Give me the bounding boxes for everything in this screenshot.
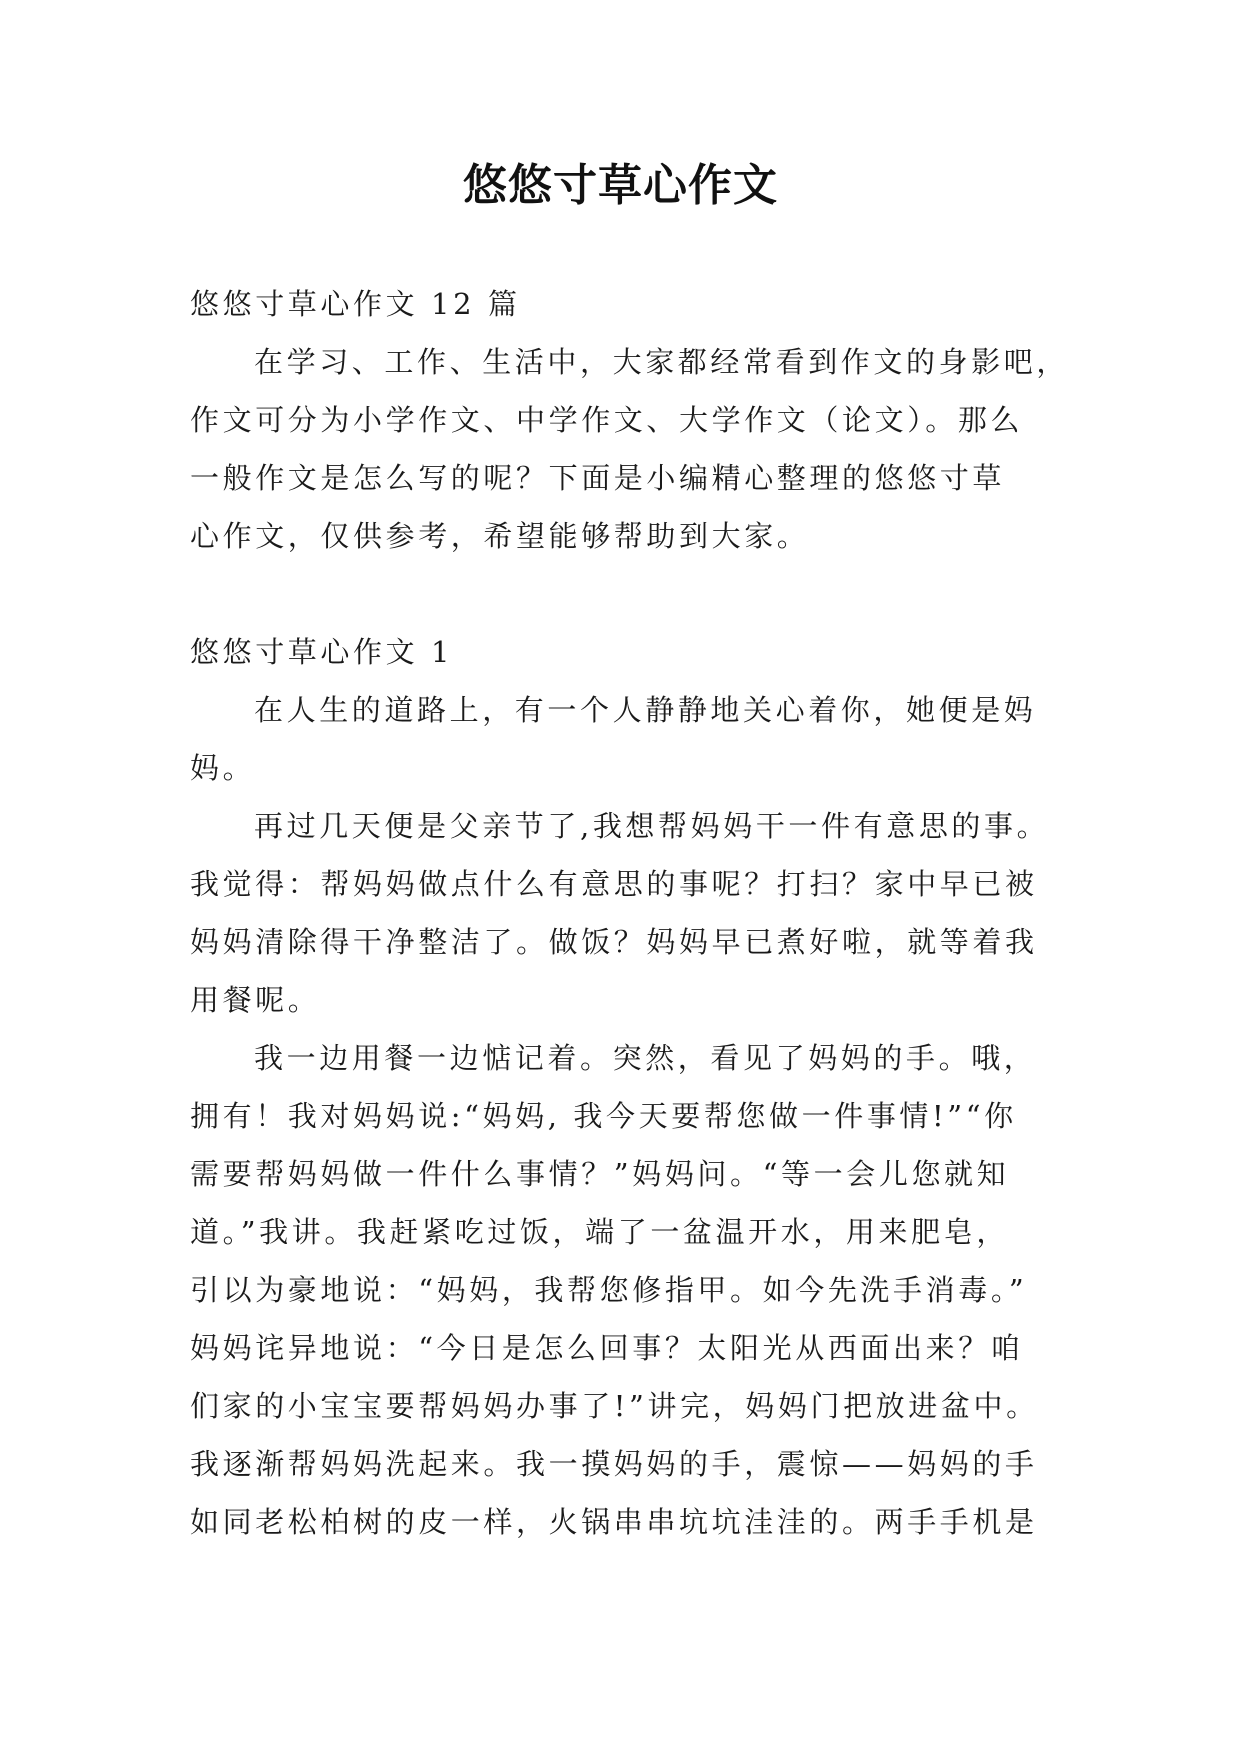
paragraph-line: 如同老松柏树的皮一样，火锅串串坑坑洼洼的。两手手机是 xyxy=(190,1505,1038,1539)
paragraph-line: 我逐渐帮妈妈洗起来。我一摸妈妈的手，震惊——妈妈的手 xyxy=(190,1447,1038,1481)
paragraph-line: 我觉得：帮妈妈做点什么有意思的事呢？打扫？家中早已被 xyxy=(190,867,1038,901)
intro-line: 心作文，仅供参考，希望能够帮助到大家。 xyxy=(190,519,810,553)
paragraph-line: 妈妈诧异地说：“今日是怎么回事？太阳光从西面出来？咱 xyxy=(190,1331,1024,1365)
paragraph-line: 妈妈清除得干净整洁了。做饭？妈妈早已煮好啦，就等着我 xyxy=(190,925,1038,959)
paragraph-line: 道。”我讲。我赶紧吃过饭，端了一盆温开水，用来肥皂， xyxy=(190,1215,1009,1249)
paragraph-line: 引以为豪地说：“妈妈，我帮您修指甲。如今先洗手消毒。” xyxy=(190,1273,1028,1307)
section-heading: 悠悠寸草心作文 1 xyxy=(190,635,454,669)
document-title: 悠悠寸草心作文 xyxy=(463,160,778,211)
paragraph-line: 拥有！我对妈妈说:“妈妈, 我今天要帮您做一件事情!”“你 xyxy=(190,1099,1017,1133)
paragraph-line: 再过几天便是父亲节了,我想帮妈妈干一件有意思的事。 xyxy=(254,809,1050,843)
intro-line: 一般作文是怎么写的呢？下面是小编精心整理的悠悠寸草 xyxy=(190,461,1006,495)
intro-line: 在学习、工作、生活中，大家都经常看到作文的身影吧， xyxy=(254,345,1070,379)
paragraph-line: 们家的小宝宝要帮妈妈办事了!”讲完，妈妈门把放进盆中。 xyxy=(190,1389,1039,1423)
collection-heading: 悠悠寸草心作文 12 篇 xyxy=(190,287,521,321)
intro-line: 作文可分为小学作文、中学作文、大学作文（论文）。那么 xyxy=(190,403,1024,437)
paragraph-line: 需要帮妈妈做一件什么事情？”妈妈问。“等一会儿您就知 xyxy=(190,1157,1010,1191)
paragraph-line: 妈。 xyxy=(190,751,256,785)
paragraph-line: 我一边用餐一边惦记着。突然，看见了妈妈的手。哦， xyxy=(254,1041,1037,1075)
paragraph-line: 用餐呢。 xyxy=(190,983,321,1017)
paragraph-line: 在人生的道路上，有一个人静静地关心着你，她便是妈 xyxy=(254,693,1037,727)
